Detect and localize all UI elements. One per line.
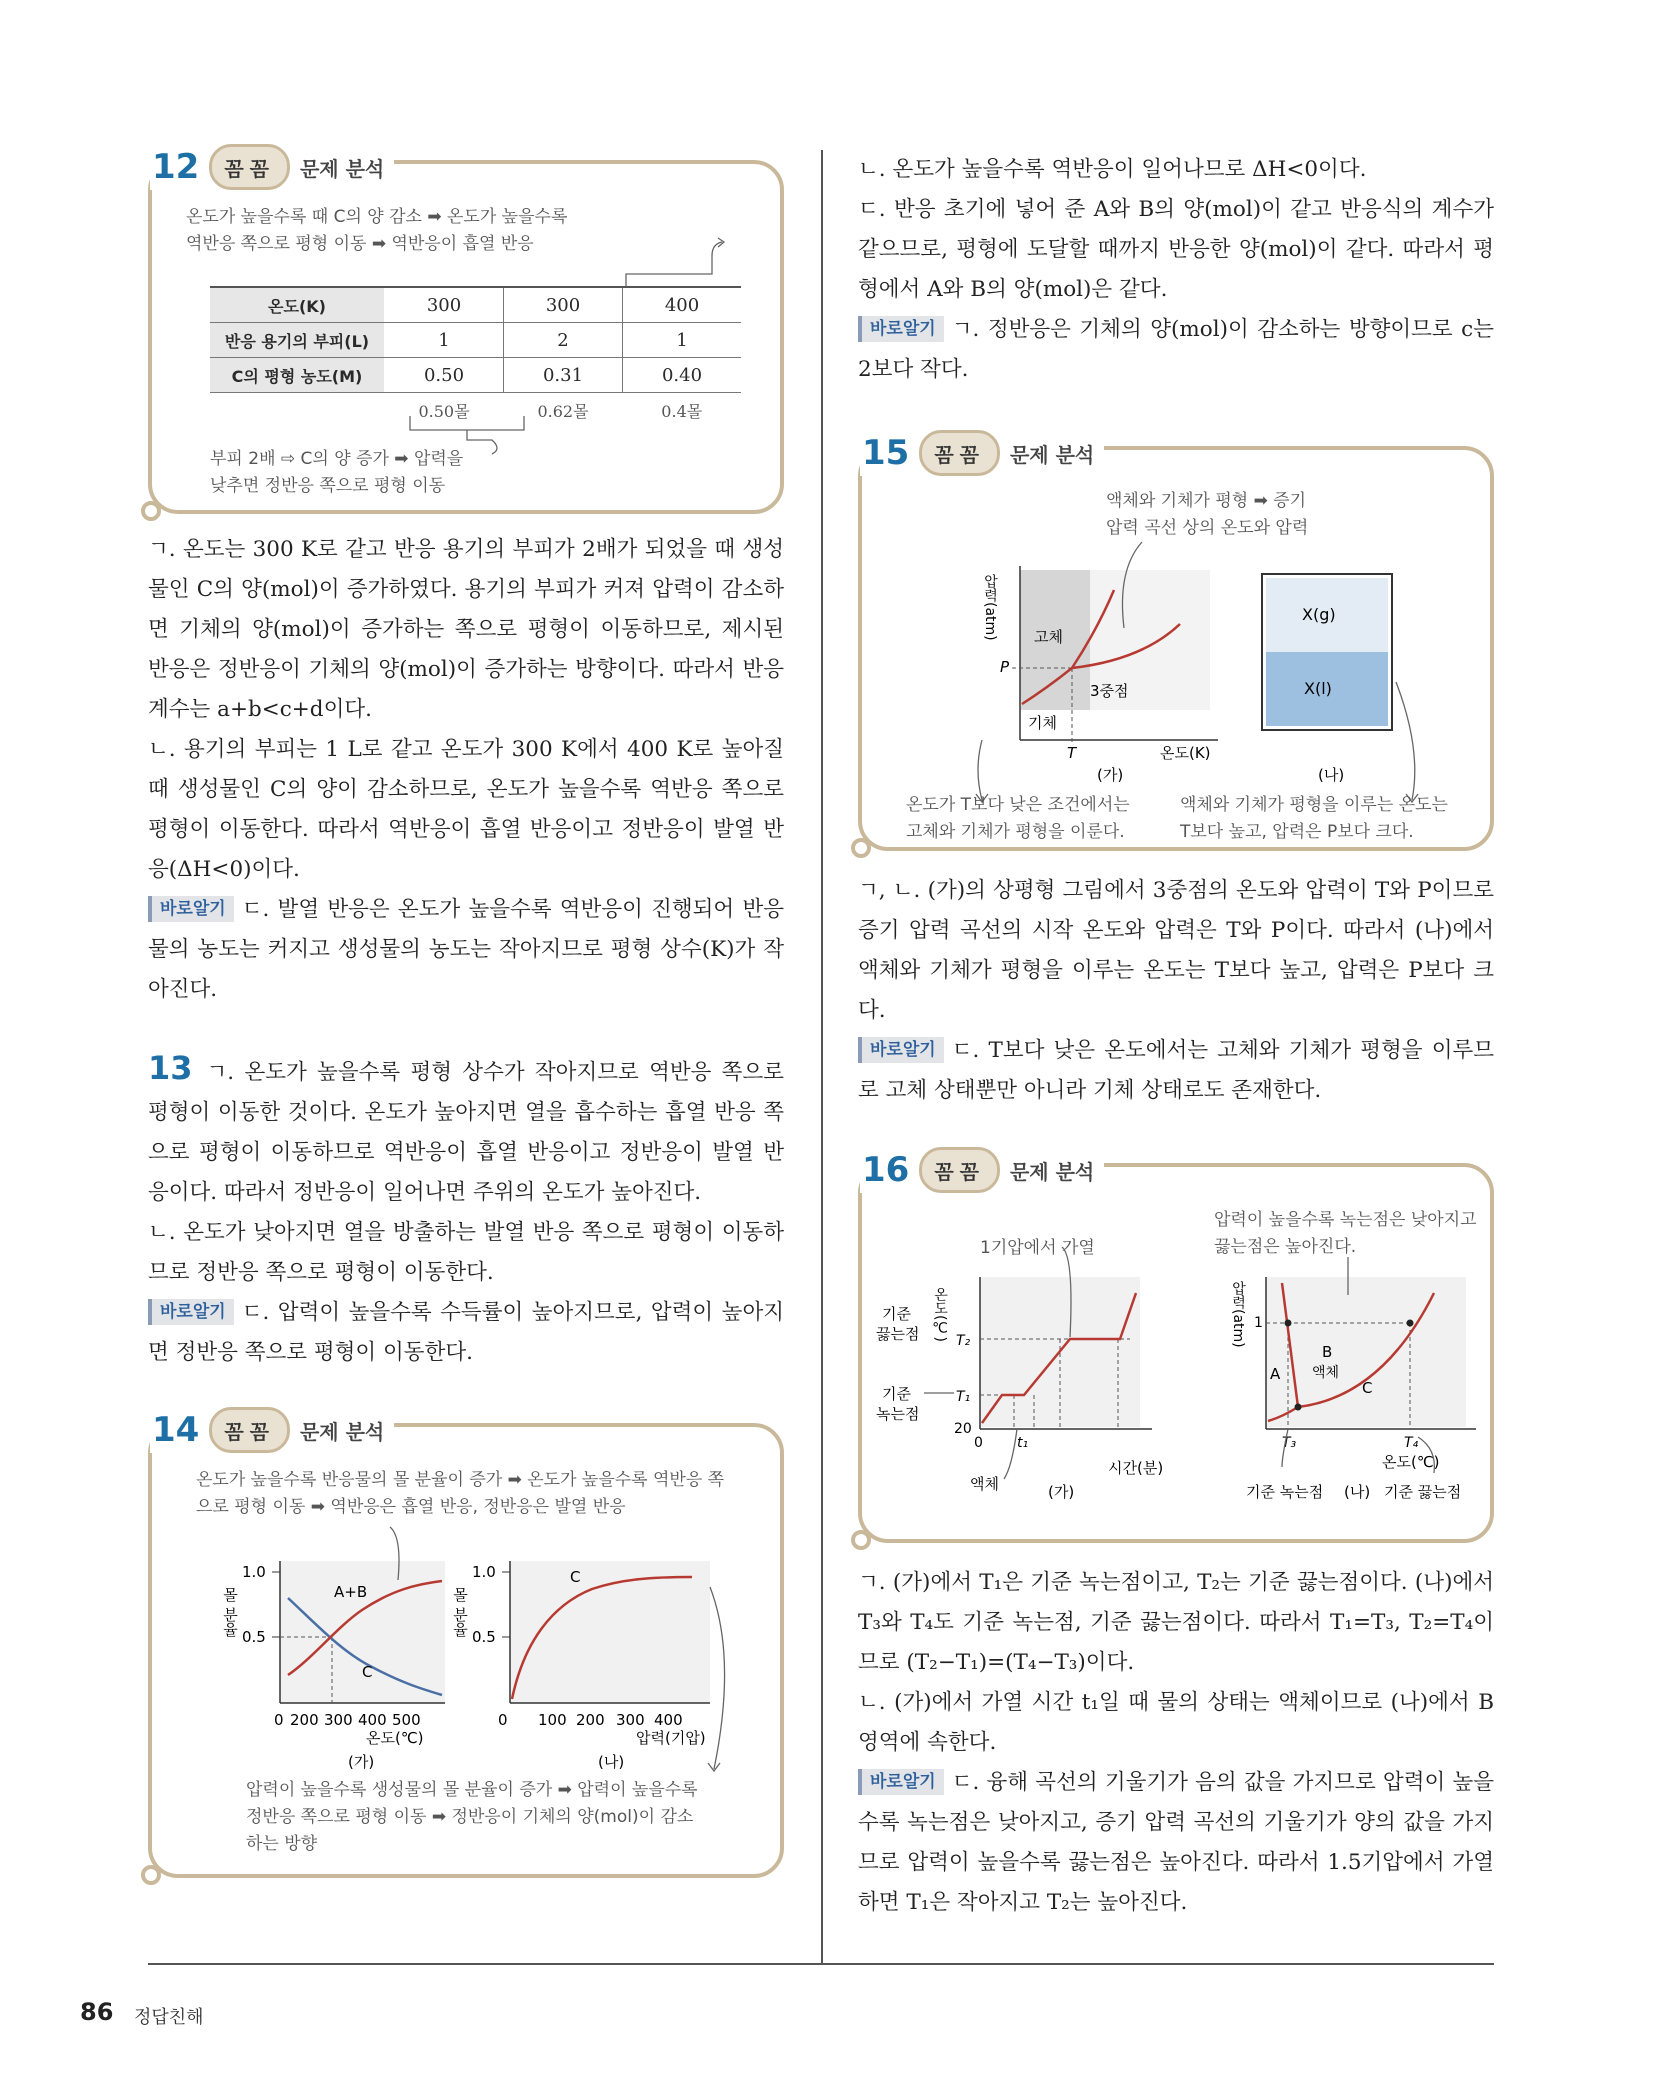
q14-note-bottom-line2: 정반응 쪽으로 평형 이동 ➡ 정반응이 기체의 양(mol)이 감소 [246, 1807, 694, 1827]
q16-graphs [862, 1167, 1492, 1542]
y-axis-label: 몰 분율 [221, 1587, 239, 1637]
mole-note: 0.62몰 [537, 401, 589, 421]
q15-note-top-line2: 압력 곡선 상의 온도와 압력 [1106, 518, 1309, 538]
q16-analysis-box [858, 1150, 1494, 1543]
mole-note: 0.50몰 [418, 401, 470, 421]
table-cell: 0.31 [504, 358, 623, 393]
q16-para-2: ㄴ. (가)에서 가열 시간 t₁일 때 물의 상태는 액체이므로 (나)에서 B 영역에 속한다. [858, 1690, 1494, 1755]
table-cell: 300 [504, 287, 623, 323]
q14-note-bottom-line3: 하는 방향 [246, 1834, 318, 1854]
q13-para-3 [148, 1293, 784, 1373]
q15-note-left [906, 792, 1130, 846]
q14-note-top-line2: 으로 평형 이동 ➡ 역반응은 흡열 반응, 정반응은 발열 반응 [196, 1497, 626, 1517]
x-tick: 400 [654, 1711, 683, 1729]
y-axis-label: 온도(℃) [932, 1287, 948, 1342]
bp-label: 기준 끓는점 [1384, 1483, 1462, 1501]
liquid-label: 액체 [970, 1475, 999, 1493]
y-tick: 0.5 [242, 1628, 266, 1646]
q16-badge: 꼼꼼 [919, 1147, 1000, 1193]
region-label-solid: 고체 [1034, 628, 1063, 646]
q16-note-pressure-line2: 끓는점은 높아진다. [1214, 1237, 1357, 1257]
mp-label-2: 녹는점 [876, 1405, 920, 1423]
q14-note-top-line1: 온도가 높을수록 반응물의 몰 분율이 증가 ➡ 온도가 높을수록 역반응 쪽 [196, 1470, 725, 1490]
box-corner-dot [141, 1865, 161, 1885]
page-number: 86 [80, 1998, 114, 2026]
q12-note-top-line1: 온도가 높을수록 때 C의 양 감소 ➡ 온도가 높을수록 [186, 207, 568, 227]
q16-title: 문제 분석 [1009, 1159, 1095, 1184]
x-tick: 200 [576, 1711, 605, 1729]
table-header-cell: 온도(K) [210, 287, 385, 323]
x-tick: 100 [538, 1711, 567, 1729]
p-label: P [1000, 658, 1010, 676]
table-cell: 0.40 [623, 358, 742, 393]
baroalgi-tag: 바로알기 [858, 1769, 944, 1795]
table-row [210, 287, 741, 323]
x-axis-label: 시간(분) [1108, 1459, 1164, 1477]
column-divider [821, 150, 823, 1965]
x-tick: 300 [324, 1711, 353, 1729]
q14-badge: 꼼꼼 [209, 1407, 290, 1453]
y-axis-label: 몰 분율 [451, 1587, 469, 1637]
left-column [148, 147, 784, 1878]
q13-explanation [148, 1048, 784, 1373]
q12-note-bottom-line2: 낮추면 정반응 쪽으로 평형 이동 [210, 476, 446, 496]
q14-analysis-box [148, 1410, 784, 1878]
q16-note-pressure-line1: 압력이 높을수록 녹는점은 낮아지고 [1214, 1210, 1477, 1230]
q15-note-left-line2: 고체와 기체가 평형을 이룬다. [906, 822, 1125, 842]
y-axis-label: 압력(atm) [1230, 1281, 1246, 1348]
q15-note-right [1180, 792, 1448, 846]
mp-label: 기준 녹는점 [1246, 1483, 1324, 1501]
mp-label-1: 기준 [882, 1385, 911, 1403]
q14-note-bottom [246, 1777, 698, 1858]
x-axis-label: 온도(K) [1160, 744, 1211, 762]
region-c-label: C [1362, 1379, 1373, 1397]
q14-para-2: ㄷ. 반응 초기에 넣어 준 A와 B의 양(mol)이 같고 반응식의 계수가 같으므로, 평형에 도달할 때까지 반응한 양(mol)이 같다. 따라서 평형에서 A와 B의 양(mol)은 같다. [858, 197, 1494, 302]
y-tick: 1.0 [472, 1563, 496, 1581]
q15-explanation [858, 871, 1494, 1111]
x-axis-label: 온도(℃) [1382, 1453, 1440, 1471]
q15-note-right-line2: T보다 높고, 압력은 P보다 크다. [1180, 822, 1414, 842]
q12-table [210, 286, 741, 427]
q12-analysis-box [148, 147, 784, 514]
liquid-label: X(l) [1304, 679, 1332, 698]
graph-caption: (나) [1344, 1483, 1371, 1501]
q15-title: 문제 분석 [1009, 442, 1095, 467]
graph-caption: (가) [1048, 1483, 1075, 1501]
table-cell: 1 [623, 323, 742, 358]
q12-note-bottom [210, 446, 463, 500]
table-header-cell: C의 평형 농도(M) [210, 358, 385, 393]
t3-label: T₃ [1282, 1435, 1297, 1451]
q13-para-3-text: ㄷ. 압력이 높을수록 수득률이 높아지므로, 압력이 높아지면 정반응 쪽으로 평형이 이동한다. [148, 1300, 784, 1365]
x-tick: 500 [392, 1711, 421, 1729]
q14-number: 14 [152, 1410, 200, 1450]
region-b-label: B [1322, 1343, 1333, 1361]
bp-label-1: 기준 [882, 1305, 911, 1323]
t1-time-label: t₁ [1017, 1435, 1029, 1451]
q15-graphs [862, 450, 1492, 850]
region-a-label: A [1270, 1365, 1281, 1383]
q16-number: 16 [862, 1150, 910, 1190]
box-corner-dot [851, 838, 871, 858]
q15-note-left-line1: 온도가 T보다 낮은 조건에서는 [906, 795, 1130, 815]
q14-explanation [858, 150, 1494, 390]
x-tick: 0 [498, 1711, 508, 1729]
q13-para-2: ㄴ. 온도가 낮아지면 열을 방출하는 발열 반응 쪽으로 평형이 이동하므로 정반응 쪽으로 평형이 이동한다. [148, 1220, 784, 1285]
graph-caption: (나) [1318, 766, 1345, 784]
table-cell: 400 [623, 287, 742, 323]
graph-caption: (나) [598, 1753, 625, 1771]
baroalgi-tag: 바로알기 [858, 1037, 944, 1063]
q16-note-heating: 1기압에서 가열 [980, 1238, 1095, 1258]
q12-badge: 꼼꼼 [209, 144, 290, 190]
table-cell: 300 [385, 287, 504, 323]
table-row [210, 358, 741, 393]
q15-number: 15 [862, 433, 910, 473]
q12-title: 문제 분석 [299, 156, 385, 181]
series-label: C [570, 1568, 581, 1586]
graph-caption: (가) [1097, 766, 1124, 784]
q13-para-1 [148, 1048, 784, 1213]
q14-title: 문제 분석 [299, 1419, 385, 1444]
x-tick: 200 [290, 1711, 319, 1729]
q15-para-2-text: ㄷ. T보다 낮은 온도에서는 고체와 기체가 평형을 이루므로 고체 상태뿐만 아니라 기체 상태로도 존재한다. [858, 1038, 1494, 1103]
t1-label: T₁ [956, 1389, 971, 1405]
table-cell: 2 [504, 323, 623, 358]
q13-number: 13 [148, 1049, 193, 1087]
series-label: A+B [334, 1583, 368, 1601]
q14-para-3 [858, 310, 1494, 390]
box-corner-dot [851, 1530, 871, 1550]
table-cell: 0.50 [385, 358, 504, 393]
q12-para-1: ㄱ. 온도는 300 K로 같고 반응 용기의 부피가 2배가 되었을 때 생성물인 C의 양(mol)이 증가하였다. 용기의 부피가 커져 압력이 감소하면 기체의 양(mol)이 증가하는 쪽으로 평형이 이동하므로, 제시된 반응은 정반응이 기체의 양(mol)이 증가하는 방향이다. 따라서 반응 계수는 a+b<c+d이다. [148, 537, 784, 722]
region-label-gas: 기체 [1028, 714, 1057, 732]
table-row [210, 323, 741, 358]
q12-note-top-line2: 역반응 쪽으로 평형 이동 ➡ 역반응이 흡열 반응 [186, 234, 534, 254]
y-tick: 1 [1254, 1315, 1263, 1331]
baroalgi-tag: 바로알기 [148, 1299, 234, 1325]
series-label: C [362, 1663, 373, 1681]
x-axis-label: 온도(℃) [366, 1729, 424, 1747]
q12-note-bottom-line1: 부피 2배 ⇨ C의 양 증가 ➡ 압력을 [210, 449, 464, 469]
q14-para-1: ㄴ. 온도가 높을수록 역반응이 일어나므로 ΔH<0이다. [858, 157, 1367, 182]
q15-para-2 [858, 1031, 1494, 1111]
q12-para-3 [148, 890, 784, 1010]
t-label: T [1067, 744, 1077, 762]
baroalgi-tag: 바로알기 [858, 316, 944, 342]
bp-label-2: 끓는점 [876, 1325, 920, 1343]
q16-para-3-text: ㄷ. 융해 곡선의 기울기가 음의 값을 가지므로 압력이 높을수록 녹는점은 낮아지고, 증기 압력 곡선의 기울기가 양의 값을 가지므로 압력이 높을수록 끓는점은 높아진다. 따라서 1.5기압에서 가열하면 T₁은 작아지고 T₂는 높아진다. [858, 1770, 1494, 1915]
q14-para-3-text: ㄱ. 정반응은 기체의 양(mol)이 감소하는 방향이므로 c는 2보다 작다. [858, 317, 1494, 382]
q15-badge: 꼼꼼 [919, 430, 1000, 476]
q12-para-2: ㄴ. 용기의 부피는 1 L로 같고 온도가 300 K에서 400 K로 높아질 때 생성물인 C의 양이 감소하므로, 온도가 높을수록 역반응 쪽으로 평형이 이동한다. 따라서 역반응이 흡열 반응이고 정반응이 발열 반응(ΔH<0)이다. [148, 737, 784, 882]
x-tick: 300 [616, 1711, 645, 1729]
table-header-cell: 반응 용기의 부피(L) [210, 323, 385, 358]
x-tick: 0 [974, 1435, 983, 1451]
mole-note: 0.4몰 [661, 401, 703, 421]
q15-note-top-line1: 액체와 기체가 평형 ➡ 증기 [1106, 491, 1307, 511]
q12-para-3-text: ㄷ. 발열 반응은 온도가 높을수록 역반응이 진행되어 반응물의 농도는 커지고 생성물의 농도는 작아지므로 평형 상수(K)가 작아진다. [148, 897, 784, 1002]
region-liquid-label: 액체 [1312, 1365, 1340, 1381]
table-cell: 1 [385, 323, 504, 358]
q16-para-1: ㄱ. (가)에서 T₁은 기준 녹는점이고, T₂는 기준 끓는점이다. (나)에서 T₃와 T₄도 기준 녹는점, 기준 끓는점이다. 따라서 T₁=T₃, T₂=T₄이므로 (T₂−T₁)=(T₄−T₃)이다. [858, 1570, 1494, 1675]
q12-number: 12 [152, 147, 200, 187]
y-tick: 0.5 [472, 1628, 496, 1646]
box-corner-dot [141, 501, 161, 521]
q16-para-3 [858, 1763, 1494, 1923]
x-tick: 0 [274, 1711, 284, 1729]
q13-para-1-text: ㄱ. 온도가 높을수록 평형 상수가 작아지므로 역반응 쪽으로 평형이 이동한 것이다. 온도가 높아지면 열을 흡수하는 흡열 반응 쪽으로 평형이 이동하므로 역반응이 흡열 반응이고 정반응이 발열 반응이다. 따라서 정반응이 일어나면 주위의 온도가 높아진다. [148, 1060, 784, 1205]
x-axis-label: 압력(기압) [636, 1729, 706, 1747]
q16-explanation [858, 1563, 1494, 1923]
footer-rule [148, 1963, 1494, 1965]
t4-label: T₄ [1404, 1435, 1419, 1451]
q15-analysis-box [858, 433, 1494, 851]
t2-label: T₂ [956, 1333, 971, 1349]
right-column [858, 150, 1494, 1923]
baroalgi-tag: 바로알기 [148, 896, 234, 922]
y-tick: 20 [954, 1421, 972, 1437]
q14-note-bottom-line1: 압력이 높을수록 생성물의 몰 분율이 증가 ➡ 압력이 높을수록 [246, 1780, 698, 1800]
y-axis-label: 압력(atm) [982, 574, 998, 641]
table-row [210, 393, 741, 428]
q12-explanation [148, 530, 784, 1010]
q15-para-1: ㄱ, ㄴ. (가)의 상평형 그림에서 3중점의 온도와 압력이 T와 P이므로 증기 압력 곡선의 시작 온도와 압력은 T와 P이다. 따라서 (나)에서 액체와 기체가 평형을 이루는 온도는 T보다 높고, 압력은 P보다 크다. [858, 878, 1494, 1023]
gas-label: X(g) [1302, 605, 1336, 624]
x-tick: 400 [358, 1711, 387, 1729]
graph-caption: (가) [348, 1753, 375, 1771]
page-label: 정답친해 [134, 2007, 204, 2028]
triple-point-label: 3중점 [1090, 682, 1129, 700]
y-tick: 1.0 [242, 1563, 266, 1581]
q15-note-right-line1: 액체와 기체가 평형을 이루는 온도는 [1180, 795, 1448, 815]
